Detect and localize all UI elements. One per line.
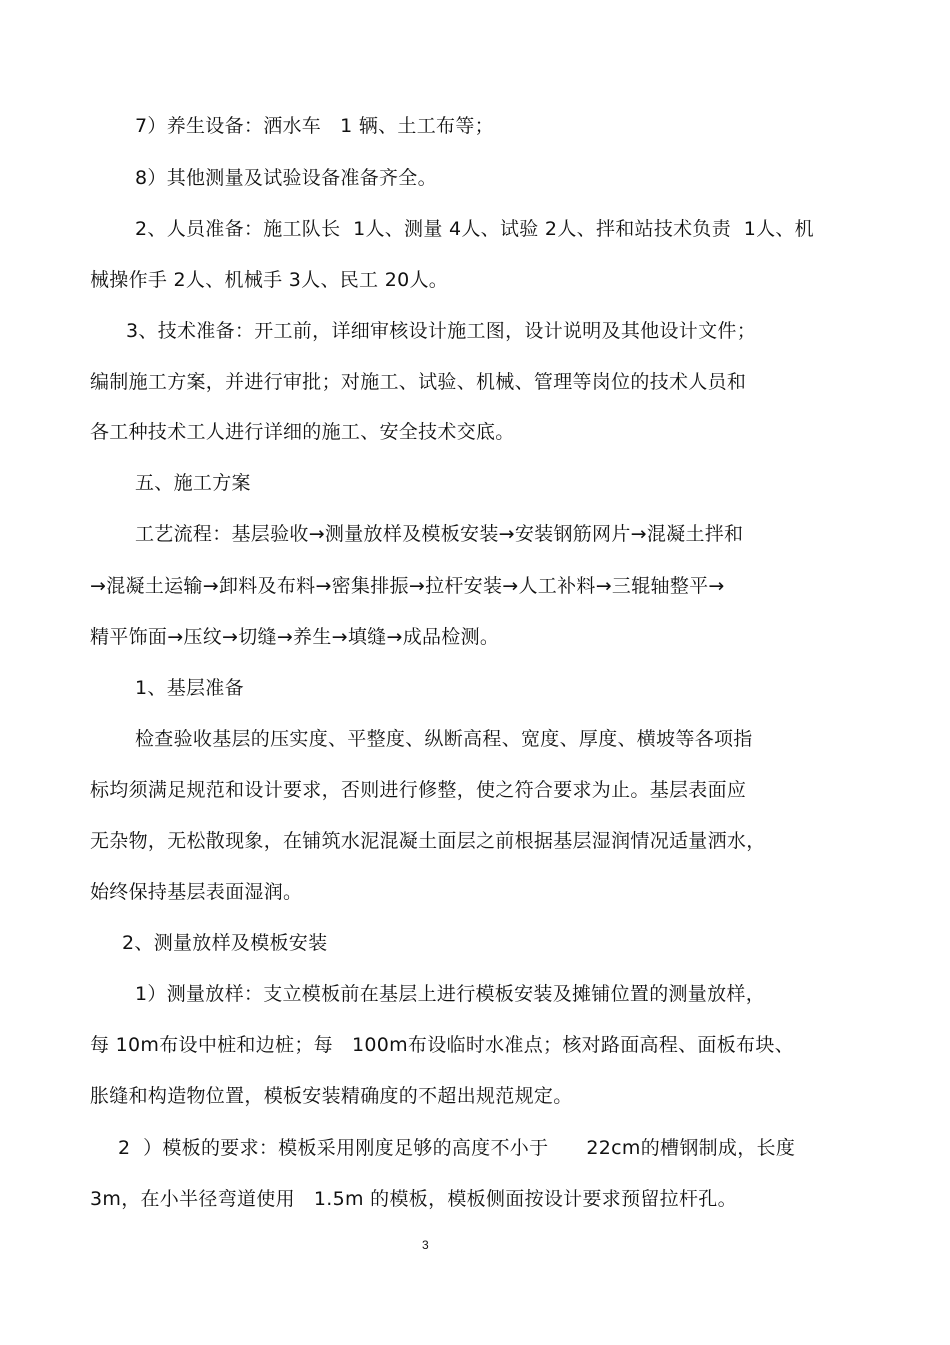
text-line: 每 10m布设中桩和边桩；每 100m布设临时水准点；核对路面高程、面板布块、: [90, 1034, 794, 1056]
text-line: 2 ）模板的要求：模板采用刚度足够的高度不小于 22cm的槽钢制成，长度: [118, 1137, 796, 1159]
text-line: 检查验收基层的压实度、平整度、纵断高程、宽度、厚度、横坡等各项指: [135, 728, 753, 750]
text-line: 胀缝和构造物位置，模板安装精确度的不超出规范规定。: [90, 1085, 573, 1107]
subsection-heading: 1、基层准备: [135, 677, 244, 699]
text-line: →混凝土运输→卸料及布料→密集排振→拉杆安装→人工补料→三辊轴整平→: [90, 575, 725, 597]
section-heading: 五、施工方案: [135, 472, 251, 494]
text-line: 7）养生设备：洒水车 1 辆、土工布等；: [135, 115, 494, 137]
text-line: 2、人员准备：施工队长 1人、测量 4人、试验 2人、拌和站技术负责 1人、机: [135, 218, 814, 240]
text-line: 3m，在小半径弯道使用 1.5m 的模板，模板侧面按设计要求预留拉杆孔。: [90, 1188, 737, 1210]
text-line: 精平饰面→压纹→切缝→养生→填缝→成品检测。: [90, 626, 500, 648]
subsection-heading: 2、测量放样及模板安装: [122, 932, 328, 954]
text-line: 3、技术准备：开工前，详细审核设计施工图，设计说明及其他设计文件；: [126, 320, 756, 342]
text-line: 编制施工方案，并进行审批；对施工、试验、机械、管理等岗位的技术人员和: [90, 371, 747, 393]
text-line: 始终保持基层表面湿润。: [90, 881, 303, 903]
text-line: 械操作手 2人、机械手 3人、民工 20人。: [90, 269, 449, 291]
text-line: 无杂物，无松散现象，在铺筑水泥混凝土面层之前根据基层湿润情况适量洒水，: [90, 830, 766, 852]
text-line: 1）测量放样：支立模板前在基层上进行模板安装及摊铺位置的测量放样，: [135, 983, 765, 1005]
text-line: 8）其他测量及试验设备准备齐全。: [135, 167, 437, 189]
text-line: 各工种技术工人进行详细的施工、安全技术交底。: [90, 421, 515, 443]
text-line: 标均须满足规范和设计要求，否则进行修整，使之符合要求为止。基层表面应: [90, 779, 747, 801]
text-line: 工艺流程：基层验收→测量放样及模板安装→安装钢筋网片→混凝土拌和: [135, 523, 744, 545]
page-number: 3: [422, 1238, 429, 1252]
